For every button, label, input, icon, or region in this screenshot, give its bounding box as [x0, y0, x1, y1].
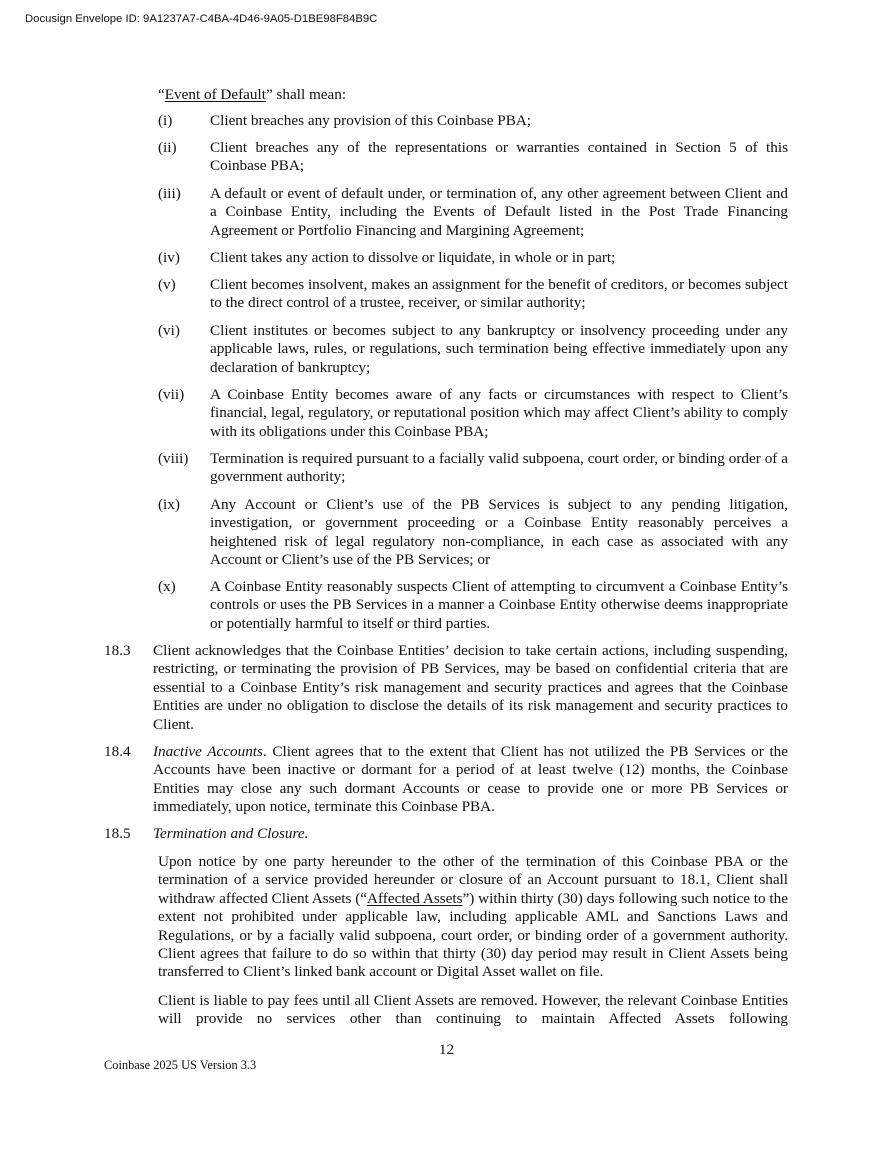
section-18-5-paragraph-1	[158, 853, 788, 982]
list-item-text: A Coinbase Entity becomes aware of any facts or circumstances with respect to Client’s financial, legal, regulatory, or reputational position which may affect Client’s ability to comply with its obligations under this Coinbase PBA;	[210, 386, 788, 440]
section-number: 18.4	[104, 743, 131, 760]
lead-rest: ” shall mean:	[265, 86, 347, 103]
list-item	[158, 185, 788, 240]
section-18-4	[104, 743, 788, 817]
page-number: 12	[438, 1041, 455, 1058]
defined-term-event-of-default: Event of Default	[164, 86, 266, 103]
list-item-text: Client breaches any of the representations or warranties contained in Section 5 of this Coinbase PBA;	[210, 139, 788, 175]
section-18-5	[104, 825, 788, 843]
list-item	[158, 322, 788, 377]
list-item	[158, 276, 788, 313]
list-item	[158, 112, 788, 130]
list-item-number: (v)	[158, 276, 176, 293]
footer-version: Coinbase 2025 US Version 3.3	[104, 1058, 257, 1072]
list-item-text: Any Account or Client’s use of the PB Services is subject to any pending litigation, investigation, or government proceeding or a Coinbase Entity reasonably perceives a heightened risk of legal regulatory non-compliance, in each case as associated with any Account or Client’s use of the PB Services; or	[210, 496, 788, 569]
section-number: 18.5	[104, 825, 131, 842]
section-18-5-paragraph-2: Client is liable to pay fees until all Client Assets are removed. However, the relevant Coinbase Entities will provide no services other than continuing to maintain Affected Assets following	[158, 992, 788, 1028]
section-number: 18.3	[104, 642, 131, 659]
list-item-number: (viii)	[158, 450, 189, 467]
section-title	[153, 825, 788, 843]
list-item	[158, 450, 788, 487]
docusign-envelope-id: Docusign Envelope ID: 9A1237A7-C4BA-4D46-9A05-D1BE98F84B9C	[25, 13, 378, 25]
list-item-text: Client institutes or becomes subject to any bankruptcy or insolvency proceeding under any applicable laws, rules, or regulations, such termination being effective immediately upon any declaration of bankruptcy;	[210, 322, 788, 376]
list-item-text: Client breaches any provision of this Coinbase PBA;	[210, 112, 532, 129]
list-item-text: Termination is required pursuant to a facially valid subpoena, court order, or binding order of a government authority;	[210, 450, 788, 486]
section-title: Inactive Accounts	[153, 743, 263, 760]
list-item	[158, 249, 788, 267]
list-item	[158, 386, 788, 441]
list-item-text: A default or event of default under, or termination of, any other agreement between Client and a Coinbase Entity, including the Events of Default listed in the Post Trade Financing Agreement or Portfolio Financing and Margining Agreement;	[210, 185, 788, 239]
paragraph-text: Upon notice by one party hereunder to the other of the termination of this Coinbase PBA or the termination of a service provided hereunder or closure of an Account pursuant to 18.1, Client shall withdraw affected Client Assets (“	[158, 853, 788, 907]
section-text	[153, 743, 788, 817]
section-title-text: Termination and Closure.	[153, 825, 309, 842]
section-text: Client acknowledges that the Coinbase Entities’ decision to take certain actions, including suspending, restricting, or terminating the provision of PB Services, may be based on confidential criteria that are essential to a Coinbase Entity’s risk management and security practices and agrees that the Coinbase Entities are under no obligation to disclose the details of its risk management and security practices to Client.	[153, 642, 788, 733]
open-quote: “	[158, 86, 165, 103]
list-item-number: (ii)	[158, 139, 177, 156]
list-item	[158, 578, 788, 633]
list-item-number: (iv)	[158, 249, 180, 266]
list-item	[158, 496, 788, 570]
defined-term-affected-assets: Affected Assets	[367, 889, 463, 907]
list-item-number: (vi)	[158, 322, 180, 339]
list-item	[158, 139, 788, 176]
list-item-text: Client takes any action to dissolve or liquidate, in whole or in part;	[210, 249, 616, 266]
list-item-number: (vii)	[158, 386, 185, 403]
list-item-text: A Coinbase Entity reasonably suspects Client of attempting to circumvent a Coinbase Entity’s controls or uses the PB Services in a manner a Coinbase Entity otherwise deems inappropriate or potentially harmful to itself or third parties.	[210, 578, 788, 632]
section-body: . Client agrees that to the extent that Client has not utilized the PB Services or the Accounts have been inactive or dormant for a period of at least twelve (12) months, the Coinbase Entities may close any such dormant Accounts or cease to provide one or more PB Services or immediately, upon notice, terminate this Coinbase PBA.	[153, 743, 788, 816]
event-of-default-lead	[158, 86, 346, 104]
list-item-number: (ix)	[158, 496, 180, 513]
list-item-number: (iii)	[158, 185, 181, 202]
paragraph-text: ”) within thirty (30) days following such notice to the extent not prohibited under applicable law, including applicable AML and Sanctions Laws and Regulations, or by a facially valid subpoena, court order, or binding order of a government authority. Client agrees that failure to do so within that thirty (30) day period may result in Client Assets being transferred to Client’s linked bank account or Digital Asset wallet on file.	[158, 889, 788, 981]
section-18-3	[104, 642, 788, 734]
list-item-text: Client becomes insolvent, makes an assignment for the benefit of creditors, or becomes subject to the direct control of a trustee, receiver, or similar authority;	[210, 276, 788, 312]
list-item-number: (i)	[158, 112, 173, 129]
list-item-number: (x)	[158, 578, 176, 595]
